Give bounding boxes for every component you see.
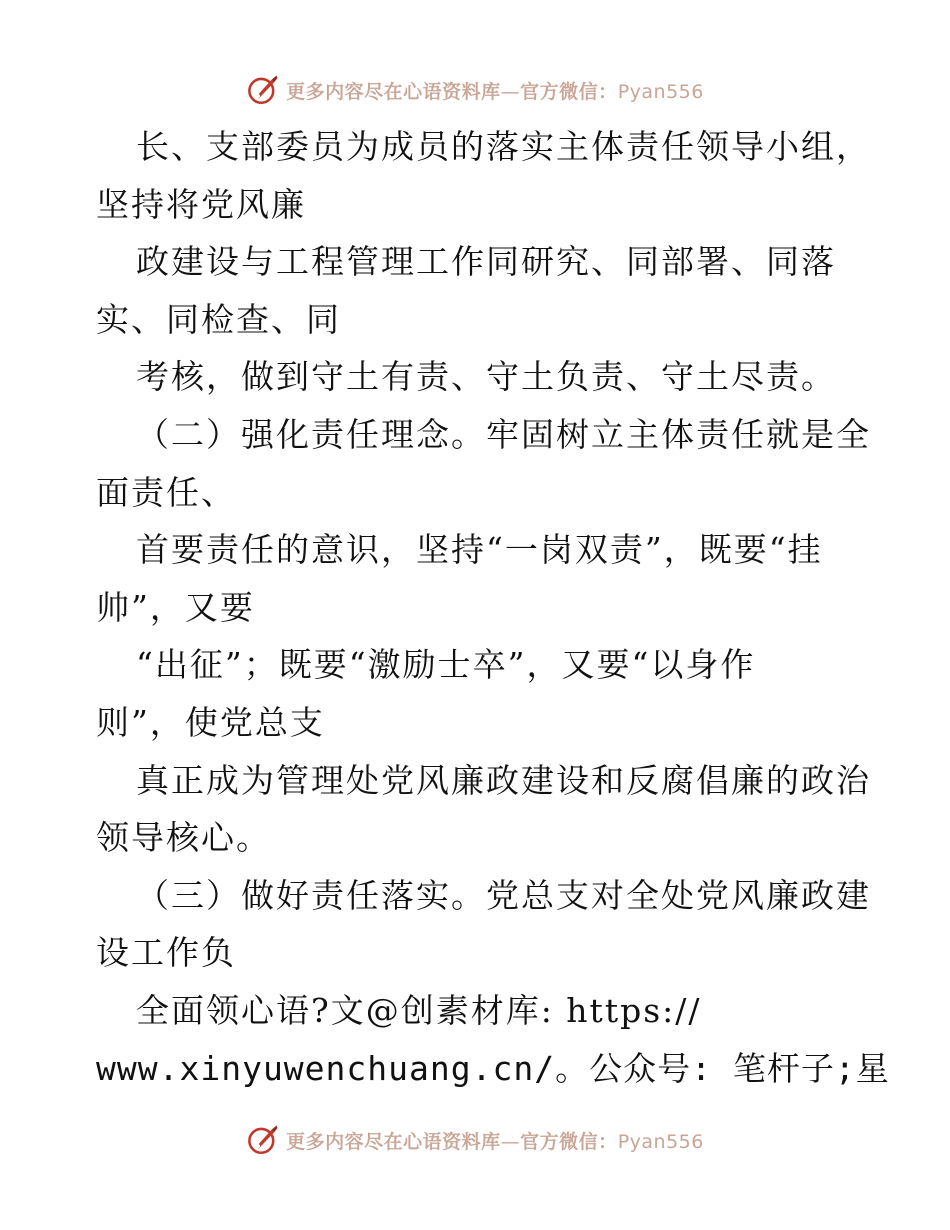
body-line: （三）做好责任落实。党总支对全处党风廉政建 xyxy=(136,875,871,915)
banner-wechat-label: 官方微信： xyxy=(520,1130,618,1153)
body-line: 真正成为管理处党风廉政建设和反腐倡廉的政治 xyxy=(136,760,871,800)
body-line: www.xinyuwenchuang.cn/。公众号: 笔杆子;星 xyxy=(96,1048,890,1088)
body-line: （二）强化责任理念。牢固树立主体责任就是全 xyxy=(136,414,871,454)
body-line: 设工作负 xyxy=(96,933,236,973)
banner-text xyxy=(286,77,704,104)
body-line: 实、同检查、同 xyxy=(96,299,341,339)
body-line: 全面领心语?文@创素材库: https:// xyxy=(136,990,702,1030)
body-line: 长、支部委员为成员的落实主体责任领导小组， xyxy=(136,127,871,166)
quill-logo-icon xyxy=(246,1123,280,1157)
body-line: 领导核心。 xyxy=(96,818,271,858)
banner-separator: — xyxy=(500,1130,521,1153)
body-line: 考核，做到守土有责、守土负责、守土尽责。 xyxy=(136,357,836,397)
banner-main-text: 更多内容尽在心语资料库 xyxy=(286,80,501,103)
banner-separator: — xyxy=(500,80,521,103)
banner-wechat-label: 官方微信： xyxy=(520,80,618,103)
banner-text xyxy=(286,1127,704,1154)
body-line: “出征”；既要“激励士卒”，又要“以身作 xyxy=(136,645,756,685)
body-line: 帅”，又要 xyxy=(96,587,255,627)
body-line: 政建设与工程管理工作同研究、同部署、同落 xyxy=(136,242,836,282)
header-banner xyxy=(0,70,950,110)
footer-banner xyxy=(0,1120,950,1160)
body-line: 坚持将党风廉 xyxy=(96,184,306,224)
banner-wechat-id: Pyan556 xyxy=(617,80,704,103)
quill-logo-icon xyxy=(246,73,280,107)
body-line: 则”，使党总支 xyxy=(96,702,325,742)
banner-main-text: 更多内容尽在心语资料库 xyxy=(286,1130,501,1153)
banner-wechat-id: Pyan556 xyxy=(617,1130,704,1153)
body-line: 面责任、 xyxy=(96,472,236,512)
body-line: 首要责任的意识，坚持“一岗双责”，既要“挂 xyxy=(136,530,823,570)
document-body xyxy=(96,118,896,1097)
